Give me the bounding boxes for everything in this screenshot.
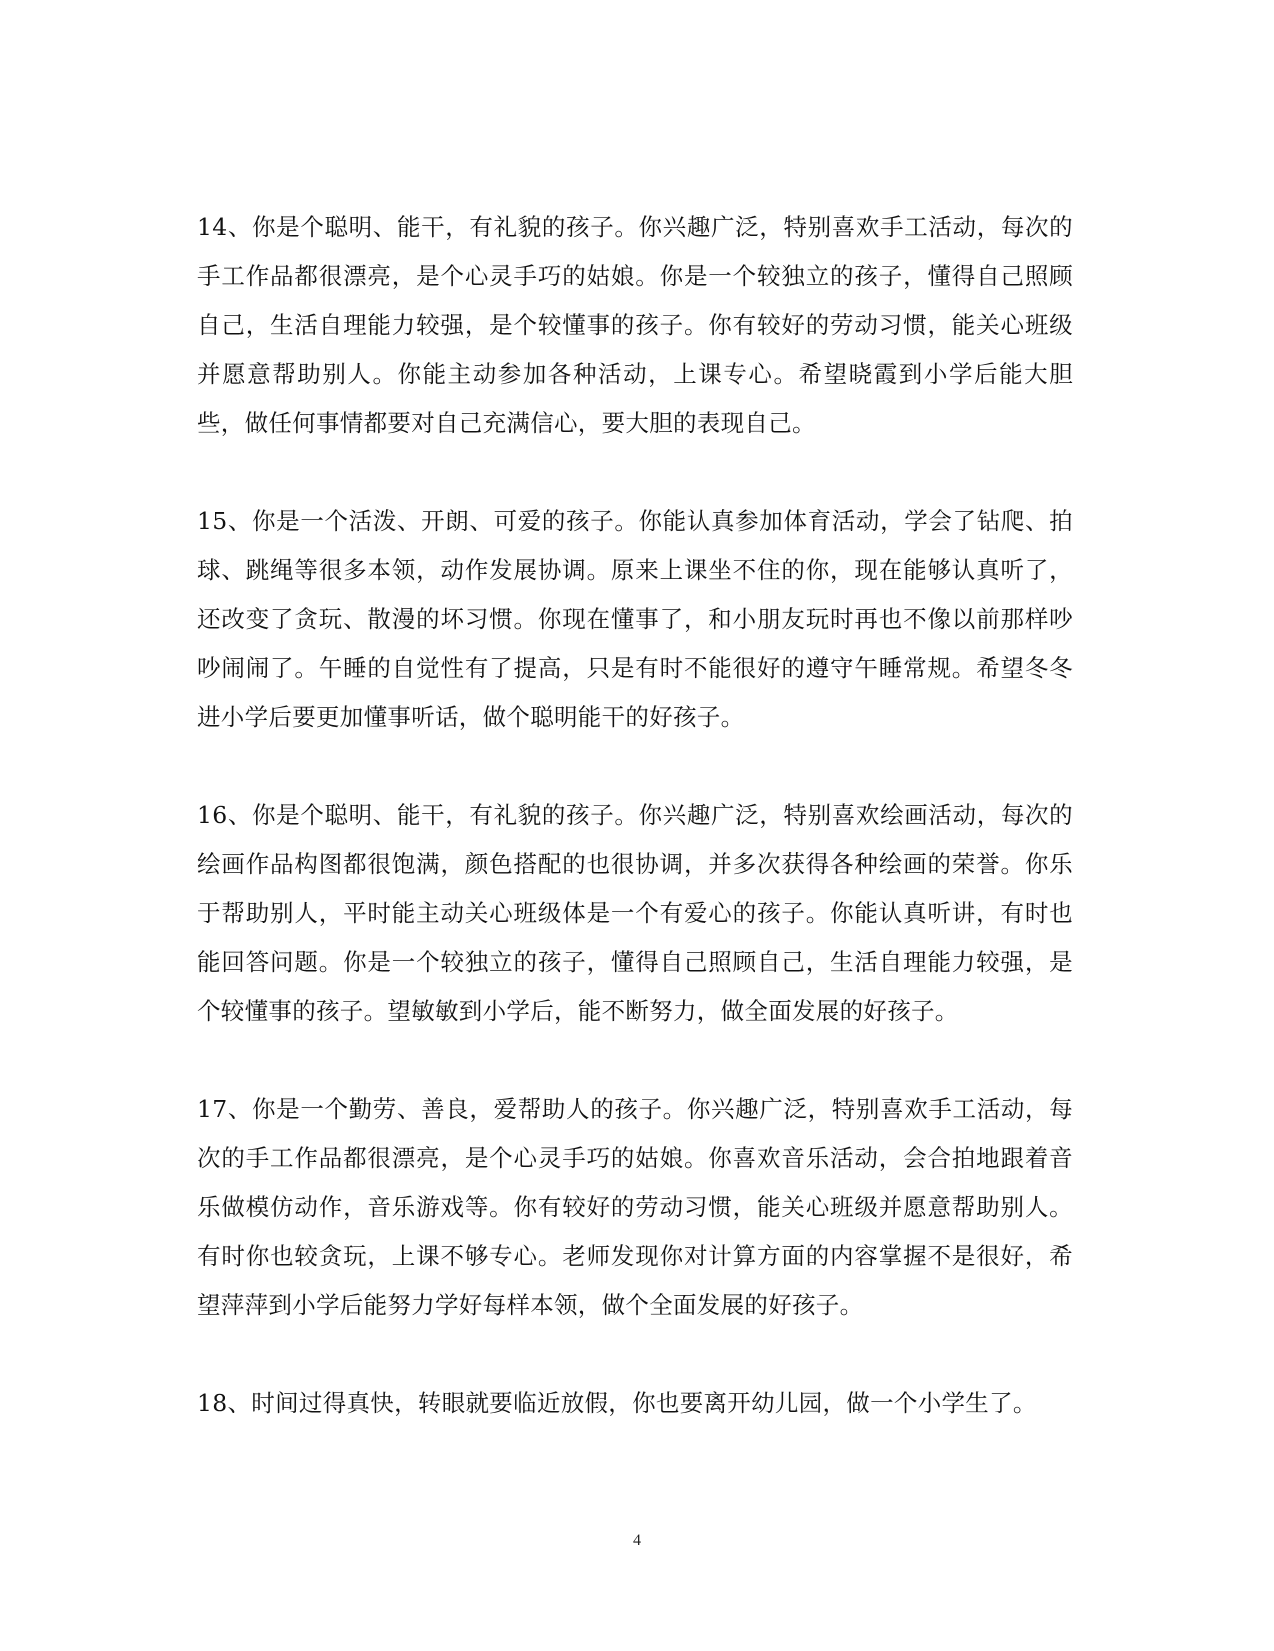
page-number: 4: [633, 1532, 641, 1549]
paragraph-14: 14、你是个聪明、能干，有礼貌的孩子。你兴趣广泛，特别喜欢手工活动，每次的手工作品都很漂亮，是个心灵手巧的姑娘。你是一个较独立的孩子，懂得自己照顾自己，生活自理能力较强，是个较懂事的孩子。你有较好的劳动习惯，能关心班级并愿意帮助别人。你能主动参加各种活动，上课专心。希望晓霞到小学后能大胆些，做任何事情都要对自己充满信心，要大胆的表现自己。: [197, 213, 1073, 437]
paragraph-16: 16、你是个聪明、能干，有礼貌的孩子。你兴趣广泛，特别喜欢绘画活动，每次的绘画作品构图都很饱满，颜色搭配的也很协调，并多次获得各种绘画的荣誉。你乐于帮助别人，平时能主动关心班级体是一个有爱心的孩子。你能认真听讲，有时也能回答问题。你是一个较独立的孩子，懂得自己照顾自己，生活自理能力较强，是个较懂事的孩子。望敏敏到小学后，能不断努力，做全面发展的好孩子。: [197, 801, 1073, 1025]
paragraph-15: 15、你是一个活泼、开朗、可爱的孩子。你能认真参加体育活动，学会了钻爬、拍球、跳绳等很多本领，动作发展协调。原来上课坐不住的你，现在能够认真听了，还改变了贪玩、散漫的坏习惯。你现在懂事了，和小朋友玩时再也不像以前那样吵吵闹闹了。午睡的自觉性有了提高，只是有时不能很好的遵守午睡常规。希望冬冬进小学后要更加懂事听话，做个聪明能干的好孩子。: [197, 507, 1073, 731]
paragraph-17: 17、你是一个勤劳、善良，爱帮助人的孩子。你兴趣广泛，特别喜欢手工活动，每次的手工作品都很漂亮，是个心灵手巧的姑娘。你喜欢音乐活动，会合拍地跟着音乐做模仿动作，音乐游戏等。你有较好的劳动习惯，能关心班级并愿意帮助别人。有时你也较贪玩，上课不够专心。老师发现你对计算方面的内容掌握不是很好，希望萍萍到小学后能努力学好每样本领，做个全面发展的好孩子。: [197, 1095, 1073, 1319]
paragraph-18: 18、时间过得真快，转眼就要临近放假，你也要离开幼儿园，做一个小学生了。: [197, 1389, 1037, 1417]
document-body: [197, 203, 1073, 1428]
